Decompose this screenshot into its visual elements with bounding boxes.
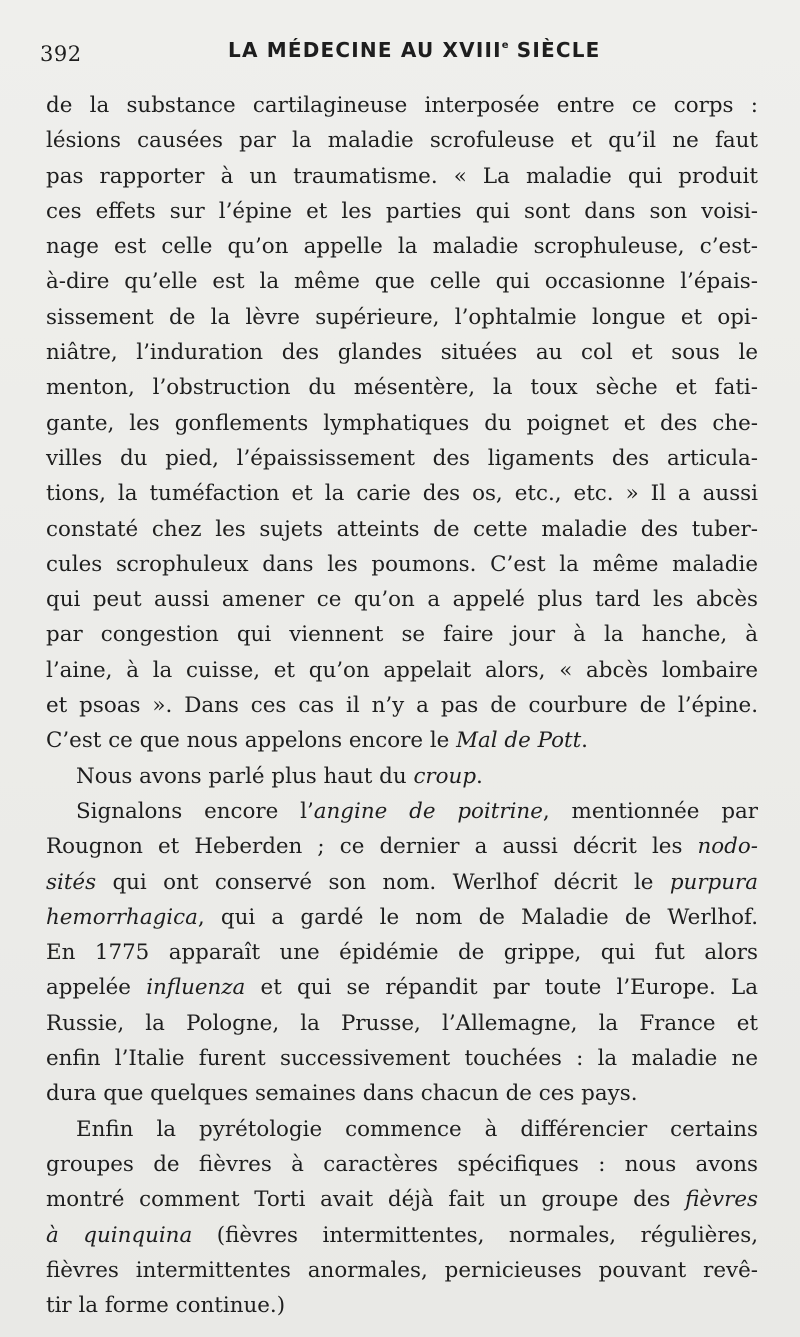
text-segment: (fièvres intermittentes, normales, régulières, [192, 1222, 758, 1248]
text-line [46, 441, 758, 476]
text-segment: par congestion qui viennent se faire jour à la hanche, à [46, 622, 758, 648]
text-line [46, 617, 758, 652]
text-line [46, 1147, 758, 1182]
text-segment: nage est celle qu’on appelle la maladie scrophuleuse, c’est- [46, 234, 758, 260]
text-line [46, 547, 758, 582]
running-title-end: SIÈCLE [508, 38, 601, 62]
text-line [46, 123, 758, 158]
text-line [46, 1112, 758, 1147]
text-segment: En 1775 apparaît une épidémie de grippe, qui fut alors [46, 940, 758, 966]
italic-text-segment: à quinquina [46, 1222, 193, 1248]
italic-text-segment: Mal de Pott [456, 728, 582, 754]
text-segment: Russie, la Pologne, la Prusse, l’Allemagne, la France et [46, 1010, 758, 1036]
text-line [46, 512, 758, 547]
text-line [46, 1006, 758, 1041]
text-line [46, 1041, 758, 1076]
italic-text-segment: sités [46, 869, 97, 895]
text-line [46, 970, 758, 1005]
text-line [46, 194, 758, 229]
text-segment: qui ont conservé son nom. Werlhof décrit le [96, 869, 670, 895]
text-line [46, 300, 758, 335]
text-segment: . [581, 728, 588, 754]
text-line [46, 1218, 758, 1253]
text-segment: C’est ce que nous appelons encore le [46, 728, 457, 754]
text-segment: groupes de fièvres à caractères spécifiques : nous avons [46, 1151, 758, 1177]
running-head [40, 34, 780, 66]
text-segment: cules scrophuleux dans les poumons. C’est la même maladie [46, 551, 758, 577]
text-segment: et psoas ». Dans ces cas il n’y a pas de courbure de l’épine. [46, 693, 758, 719]
text-line [46, 88, 758, 123]
text-segment: appelée [46, 975, 147, 1001]
text-segment: sissement de la lèvre supérieure, l’ophtalmie longue et opi- [46, 304, 758, 330]
text-segment: Rougnon et Heberden ; ce dernier a aussi décrit les [46, 834, 698, 860]
italic-text-segment: hemorrhagica [46, 904, 198, 930]
text-segment: montré comment Torti avait déjà fait un groupe des [46, 1187, 686, 1213]
italic-text-segment: angine de poitrine [313, 798, 543, 824]
text-segment: ces effets sur l’épine et les parties qui sont dans son voisi- [46, 198, 758, 224]
text-line [46, 264, 758, 299]
italic-text-segment: croup [413, 763, 477, 789]
text-segment: fièvres intermittentes anormales, pernicieuses pouvant revê- [46, 1257, 758, 1283]
text-segment: , qui a gardé le nom de Maladie de Werlhof. [197, 904, 758, 930]
text-segment: dura que quelques semaines dans chacun de ces pays. [46, 1081, 638, 1107]
text-line [46, 406, 758, 441]
text-line [46, 829, 758, 864]
page-number: 392 [40, 42, 82, 66]
text-line [46, 688, 758, 723]
running-title [228, 38, 601, 62]
text-line [46, 159, 758, 194]
text-segment: et qui se répandit par toute l’Europe. La [245, 975, 758, 1001]
text-line [46, 900, 758, 935]
italic-text-segment: influenza [146, 975, 246, 1001]
running-title-superscript: e [501, 40, 509, 51]
text-segment: villes du pied, l’épaississement des ligaments des articula- [46, 445, 758, 471]
text-segment: Signalons encore l’ [76, 798, 314, 824]
text-segment: niâtre, l’induration des glandes situées au col et sous le [46, 340, 758, 366]
text-segment: à-dire qu’elle est la même que celle qui occasionne l’épais- [46, 269, 758, 295]
text-segment: constaté chez les sujets atteints de cette maladie des tuber- [46, 516, 758, 542]
text-line [46, 653, 758, 688]
italic-text-segment: nodo- [697, 834, 758, 860]
text-line [46, 370, 758, 405]
text-segment: Enfin la pyrétologie commence à différencier certains [76, 1116, 758, 1142]
text-line [46, 582, 758, 617]
text-segment: menton, l’obstruction du mésentère, la toux sèche et fati- [46, 375, 758, 401]
text-segment: tions, la tuméfaction et la carie des os, etc., etc. » Il a aussi [46, 481, 758, 507]
text-line [46, 935, 758, 970]
text-segment: . [476, 763, 483, 789]
text-line [46, 1076, 758, 1111]
text-segment: l’aine, à la cuisse, et qu’on appelait alors, « abcès lombaire [46, 657, 758, 683]
text-line [46, 335, 758, 370]
text-segment: lésions causées par la maladie scrofuleuse et qu’il ne faut [46, 128, 758, 154]
text-segment: Nous avons parlé plus haut du [76, 763, 414, 789]
text-segment: de la substance cartilagineuse interposée entre ce corps : [46, 93, 758, 118]
italic-text-segment: fièvres [685, 1187, 758, 1213]
text-line [46, 865, 758, 900]
text-line [46, 794, 758, 829]
text-line [46, 1253, 758, 1288]
running-title-main: LA MÉDECINE AU XVIII [228, 38, 502, 62]
body-text [46, 88, 758, 1323]
text-segment: enfin l’Italie furent successivement touchées : la maladie ne [46, 1046, 758, 1072]
text-line [46, 723, 758, 758]
text-line [46, 476, 758, 511]
text-segment: gante, les gonflements lymphatiques du poignet et des che- [46, 410, 758, 436]
italic-text-segment: purpura [669, 869, 758, 895]
text-segment: qui peut aussi amener ce qu’on a appelé plus tard les abcès [46, 587, 758, 613]
text-segment: pas rapporter à un traumatisme. « La maladie qui produit [46, 163, 758, 189]
text-line [46, 759, 758, 794]
text-line [46, 229, 758, 264]
text-segment: tir la forme continue.) [46, 1293, 286, 1319]
text-line [46, 1182, 758, 1217]
text-segment: , mentionnée par [542, 798, 758, 824]
text-line [46, 1288, 758, 1323]
